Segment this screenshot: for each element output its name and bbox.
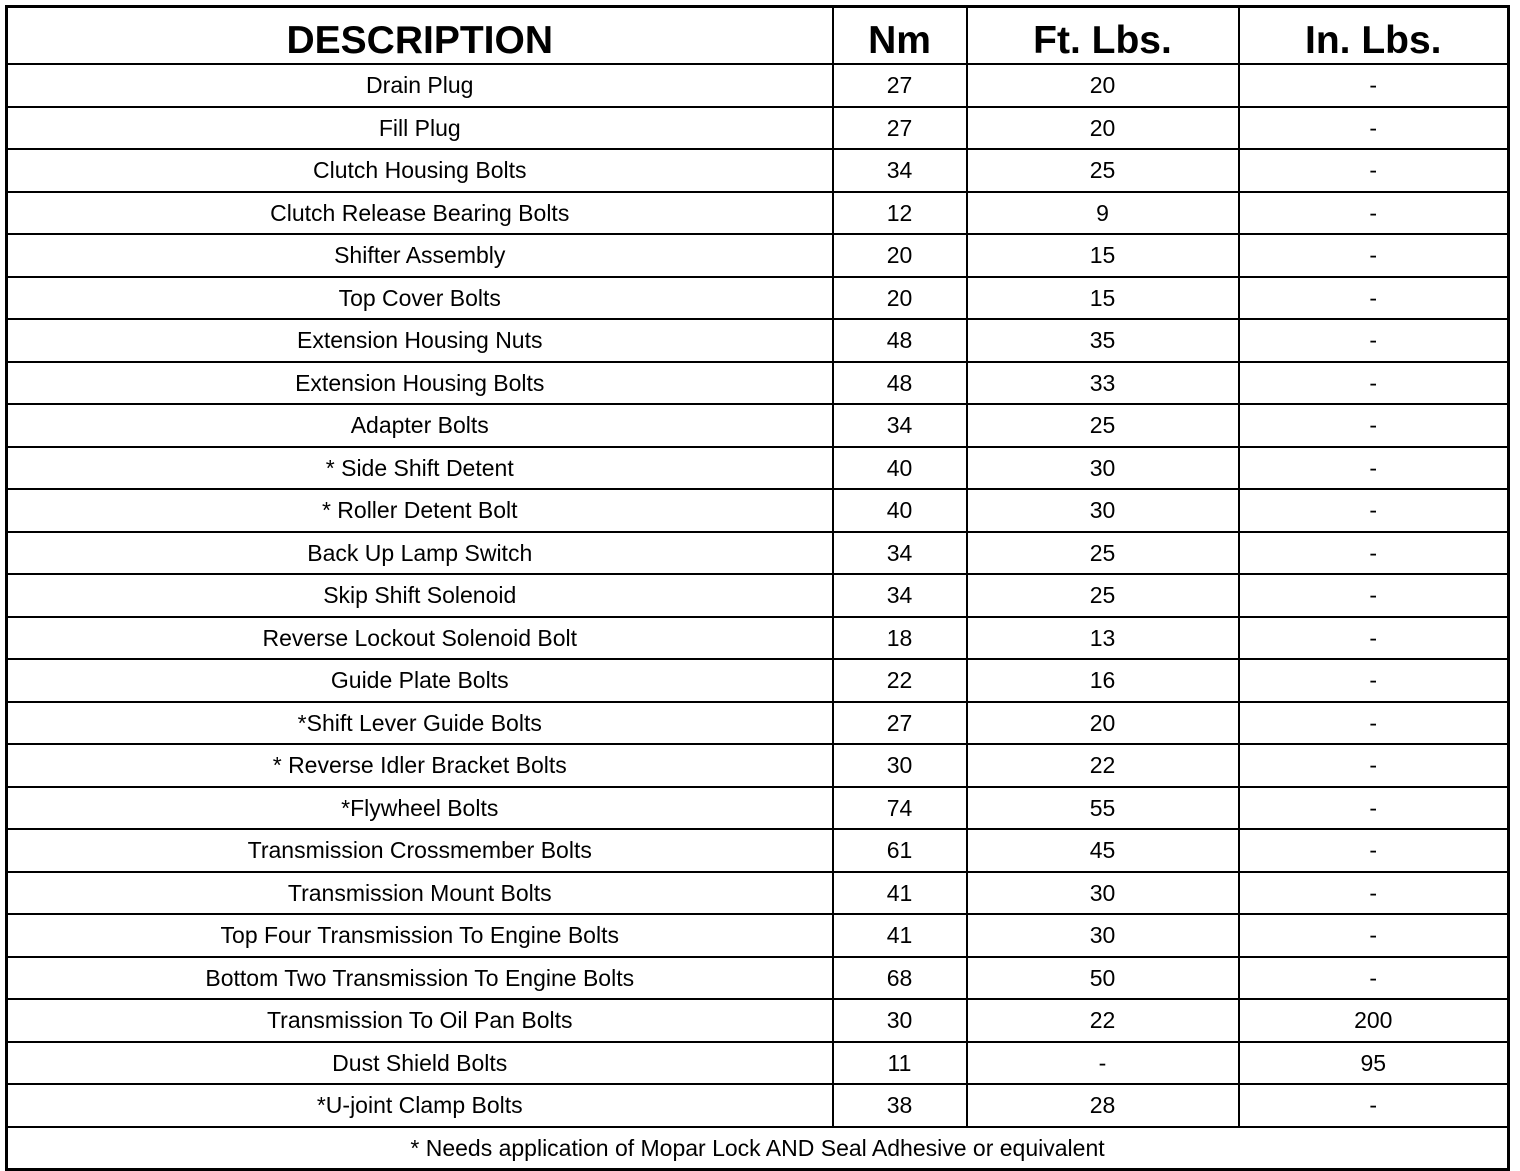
description-cell: Extension Housing Bolts — [7, 362, 833, 405]
table-row — [7, 957, 1509, 1000]
in-lbs-cell: - — [1239, 617, 1509, 660]
nm-cell: 34 — [833, 404, 967, 447]
table-row — [7, 1084, 1509, 1127]
in-lbs-cell: - — [1239, 192, 1509, 235]
nm-cell: 48 — [833, 319, 967, 362]
ft-lbs-cell: 16 — [967, 659, 1239, 702]
table-row — [7, 617, 1509, 660]
table-row — [7, 914, 1509, 957]
description-cell: Extension Housing Nuts — [7, 319, 833, 362]
ft-lbs-cell: 55 — [967, 787, 1239, 830]
description-cell: Transmission Crossmember Bolts — [7, 829, 833, 872]
table-row — [7, 999, 1509, 1042]
table-row — [7, 872, 1509, 915]
nm-cell: 40 — [833, 489, 967, 532]
description-cell: * Reverse Idler Bracket Bolts — [7, 744, 833, 787]
in-lbs-cell: - — [1239, 574, 1509, 617]
description-cell: Clutch Release Bearing Bolts — [7, 192, 833, 235]
nm-cell: 34 — [833, 532, 967, 575]
in-lbs-cell: - — [1239, 319, 1509, 362]
ft-lbs-cell: 25 — [967, 532, 1239, 575]
ft-lbs-cell: 28 — [967, 1084, 1239, 1127]
nm-cell: 34 — [833, 149, 967, 192]
in-lbs-cell: - — [1239, 914, 1509, 957]
nm-cell: 20 — [833, 234, 967, 277]
ft-lbs-cell: 30 — [967, 872, 1239, 915]
table-row — [7, 702, 1509, 745]
in-lbs-cell: - — [1239, 404, 1509, 447]
description-cell: Top Four Transmission To Engine Bolts — [7, 914, 833, 957]
ft-lbs-cell: 30 — [967, 447, 1239, 490]
description-cell: Dust Shield Bolts — [7, 1042, 833, 1085]
table-row — [7, 234, 1509, 277]
table-row — [7, 829, 1509, 872]
table-row — [7, 192, 1509, 235]
description-cell: *Flywheel Bolts — [7, 787, 833, 830]
description-cell: Skip Shift Solenoid — [7, 574, 833, 617]
description-cell: *U-joint Clamp Bolts — [7, 1084, 833, 1127]
table-row — [7, 107, 1509, 150]
nm-cell: 20 — [833, 277, 967, 320]
ft-lbs-cell: 15 — [967, 234, 1239, 277]
in-lbs-cell: - — [1239, 872, 1509, 915]
nm-cell: 38 — [833, 1084, 967, 1127]
nm-cell: 27 — [833, 702, 967, 745]
header-description: DESCRIPTION — [7, 7, 833, 65]
ft-lbs-cell: 30 — [967, 489, 1239, 532]
ft-lbs-cell: 30 — [967, 914, 1239, 957]
table-row — [7, 277, 1509, 320]
table-row — [7, 489, 1509, 532]
nm-cell: 40 — [833, 447, 967, 490]
nm-cell: 68 — [833, 957, 967, 1000]
ft-lbs-cell: 22 — [967, 744, 1239, 787]
table-row — [7, 319, 1509, 362]
nm-cell: 30 — [833, 744, 967, 787]
description-cell: Bottom Two Transmission To Engine Bolts — [7, 957, 833, 1000]
ft-lbs-cell: - — [967, 1042, 1239, 1085]
in-lbs-cell: - — [1239, 659, 1509, 702]
table-row — [7, 149, 1509, 192]
in-lbs-cell: - — [1239, 107, 1509, 150]
table-row — [7, 787, 1509, 830]
table-row — [7, 532, 1509, 575]
table-row — [7, 744, 1509, 787]
description-cell: *Shift Lever Guide Bolts — [7, 702, 833, 745]
footnote-row — [7, 1127, 1509, 1170]
ft-lbs-cell: 25 — [967, 574, 1239, 617]
in-lbs-cell: 95 — [1239, 1042, 1509, 1085]
table-row — [7, 1042, 1509, 1085]
table-row — [7, 447, 1509, 490]
description-cell: Clutch Housing Bolts — [7, 149, 833, 192]
footnote: * Needs application of Mopar Lock AND Seal Adhesive or equivalent — [7, 1127, 1509, 1170]
description-cell: Guide Plate Bolts — [7, 659, 833, 702]
nm-cell: 12 — [833, 192, 967, 235]
ft-lbs-cell: 50 — [967, 957, 1239, 1000]
description-cell: Top Cover Bolts — [7, 277, 833, 320]
description-cell: Shifter Assembly — [7, 234, 833, 277]
in-lbs-cell: - — [1239, 277, 1509, 320]
ft-lbs-cell: 35 — [967, 319, 1239, 362]
header-in-lbs: In. Lbs. — [1239, 7, 1509, 65]
header-nm: Nm — [833, 7, 967, 65]
ft-lbs-cell: 20 — [967, 702, 1239, 745]
ft-lbs-cell: 25 — [967, 404, 1239, 447]
in-lbs-cell: - — [1239, 787, 1509, 830]
ft-lbs-cell: 22 — [967, 999, 1239, 1042]
table-row — [7, 362, 1509, 405]
description-cell: Reverse Lockout Solenoid Bolt — [7, 617, 833, 660]
description-cell: Adapter Bolts — [7, 404, 833, 447]
nm-cell: 18 — [833, 617, 967, 660]
table-row — [7, 404, 1509, 447]
in-lbs-cell: - — [1239, 744, 1509, 787]
nm-cell: 22 — [833, 659, 967, 702]
table-row — [7, 659, 1509, 702]
nm-cell: 41 — [833, 872, 967, 915]
nm-cell: 74 — [833, 787, 967, 830]
ft-lbs-cell: 20 — [967, 64, 1239, 107]
description-cell: Back Up Lamp Switch — [7, 532, 833, 575]
nm-cell: 41 — [833, 914, 967, 957]
nm-cell: 61 — [833, 829, 967, 872]
nm-cell: 48 — [833, 362, 967, 405]
nm-cell: 27 — [833, 107, 967, 150]
in-lbs-cell: 200 — [1239, 999, 1509, 1042]
table-body — [7, 64, 1509, 1127]
in-lbs-cell: - — [1239, 489, 1509, 532]
ft-lbs-cell: 15 — [967, 277, 1239, 320]
table-row — [7, 574, 1509, 617]
header-ft-lbs: Ft. Lbs. — [967, 7, 1239, 65]
ft-lbs-cell: 13 — [967, 617, 1239, 660]
in-lbs-cell: - — [1239, 829, 1509, 872]
in-lbs-cell: - — [1239, 957, 1509, 1000]
in-lbs-cell: - — [1239, 447, 1509, 490]
ft-lbs-cell: 9 — [967, 192, 1239, 235]
in-lbs-cell: - — [1239, 362, 1509, 405]
nm-cell: 34 — [833, 574, 967, 617]
ft-lbs-cell: 25 — [967, 149, 1239, 192]
in-lbs-cell: - — [1239, 702, 1509, 745]
torque-spec-table — [5, 5, 1510, 1171]
in-lbs-cell: - — [1239, 149, 1509, 192]
in-lbs-cell: - — [1239, 532, 1509, 575]
ft-lbs-cell: 33 — [967, 362, 1239, 405]
table-row — [7, 64, 1509, 107]
nm-cell: 30 — [833, 999, 967, 1042]
in-lbs-cell: - — [1239, 64, 1509, 107]
nm-cell: 27 — [833, 64, 967, 107]
description-cell: Fill Plug — [7, 107, 833, 150]
ft-lbs-cell: 45 — [967, 829, 1239, 872]
nm-cell: 11 — [833, 1042, 967, 1085]
in-lbs-cell: - — [1239, 1084, 1509, 1127]
ft-lbs-cell: 20 — [967, 107, 1239, 150]
description-cell: Transmission Mount Bolts — [7, 872, 833, 915]
description-cell: * Side Shift Detent — [7, 447, 833, 490]
header-row — [7, 7, 1509, 65]
description-cell: * Roller Detent Bolt — [7, 489, 833, 532]
description-cell: Transmission To Oil Pan Bolts — [7, 999, 833, 1042]
description-cell: Drain Plug — [7, 64, 833, 107]
in-lbs-cell: - — [1239, 234, 1509, 277]
